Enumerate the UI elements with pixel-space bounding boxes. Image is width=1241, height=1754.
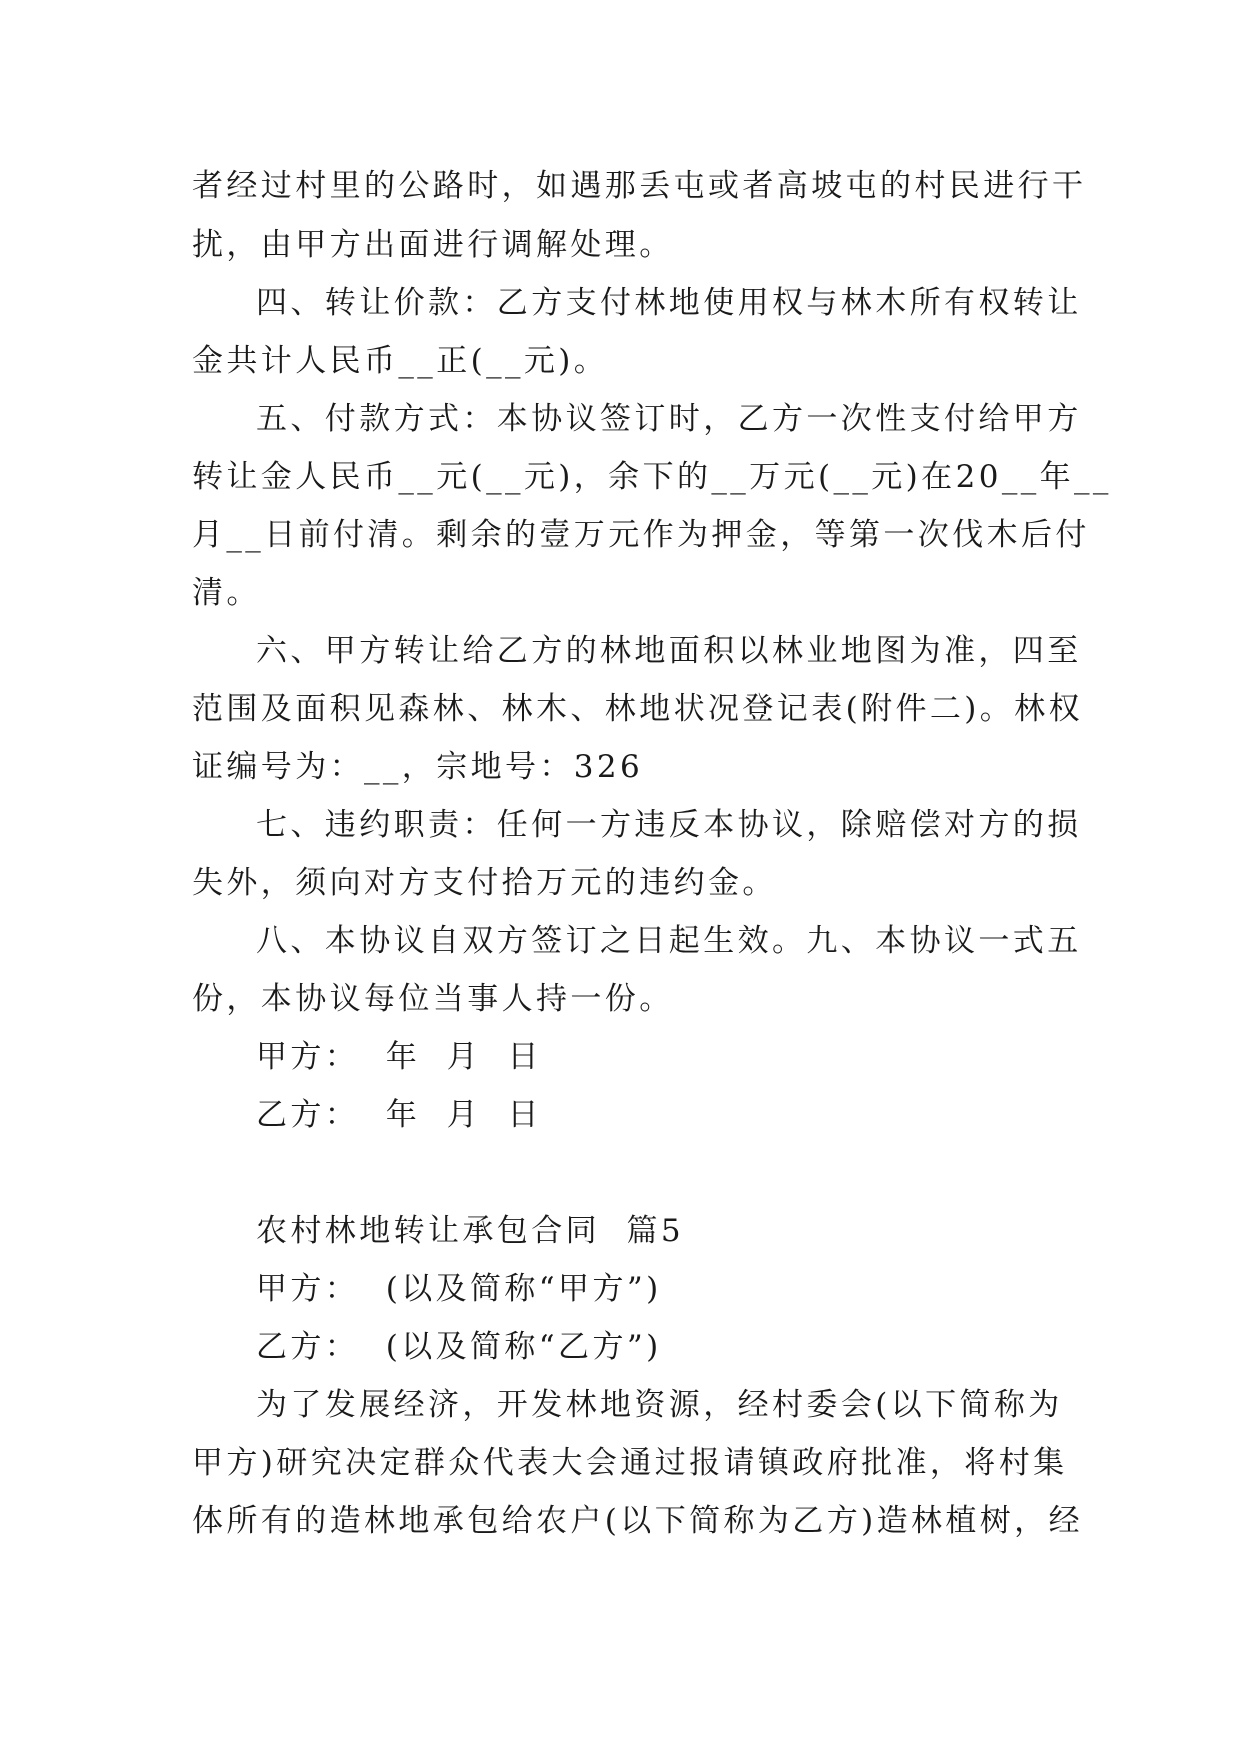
paragraph-line: 七、违约职责：任何一方违反本协议，除赔偿对方的损 — [256, 807, 1082, 843]
paragraph-line: 为了发展经济，开发林地资源，经村委会(以下简称为 — [256, 1387, 1063, 1423]
paragraph-line: 失外，须向对方支付拾万元的违约金。 — [192, 865, 777, 901]
paragraph-line: 月__日前付清。剩余的壹万元作为押金，等第一次伐木后付 — [192, 517, 1090, 553]
paragraph-line: 证编号为：__，宗地号：326 — [192, 749, 644, 785]
paragraph-line: 者经过村里的公路时，如遇那丢屯或者高坡屯的村民进行干 — [192, 168, 1087, 204]
paragraph-line: 扰，由甲方出面进行调解处理。 — [192, 227, 674, 263]
paragraph-line: 转让金人民币__元(__元)，余下的__万元(__元)在20__年__ — [192, 459, 1112, 495]
signature-line-party-a: 甲方： 年 月 日 — [256, 1039, 542, 1075]
signature-line-party-b: 乙方： 年 月 日 — [256, 1097, 542, 1133]
paragraph-line: 甲方)研究决定群众代表大会通过报请镇政府批准，将村集 — [192, 1445, 1068, 1481]
paragraph-line: 六、甲方转让给乙方的林地面积以林业地图为准，四至 — [256, 633, 1082, 669]
section-title: 农村林地转让承包合同 篇5 — [256, 1213, 685, 1249]
paragraph-line: 清。 — [192, 575, 261, 611]
paragraph-line: 五、付款方式：本协议签订时，乙方一次性支付给甲方 — [256, 401, 1082, 437]
party-a-line: 甲方： (以及简称“甲方”) — [256, 1271, 662, 1307]
paragraph-line: 八、本协议自双方签订之日起生效。九、本协议一式五 — [256, 923, 1082, 959]
party-b-line: 乙方： (以及简称“乙方”) — [256, 1329, 662, 1365]
paragraph-line: 金共计人民币__正(__元)。 — [192, 343, 609, 379]
paragraph-line: 体所有的造林地承包给农户(以下简称为乙方)造林植树，经 — [192, 1503, 1083, 1539]
paragraph-line: 四、转让价款：乙方支付林地使用权与林木所有权转让 — [256, 285, 1082, 321]
paragraph-line: 份，本协议每位当事人持一份。 — [192, 981, 674, 1017]
paragraph-line: 范围及面积见森林、林木、林地状况登记表(附件二)。林权 — [192, 691, 1083, 727]
